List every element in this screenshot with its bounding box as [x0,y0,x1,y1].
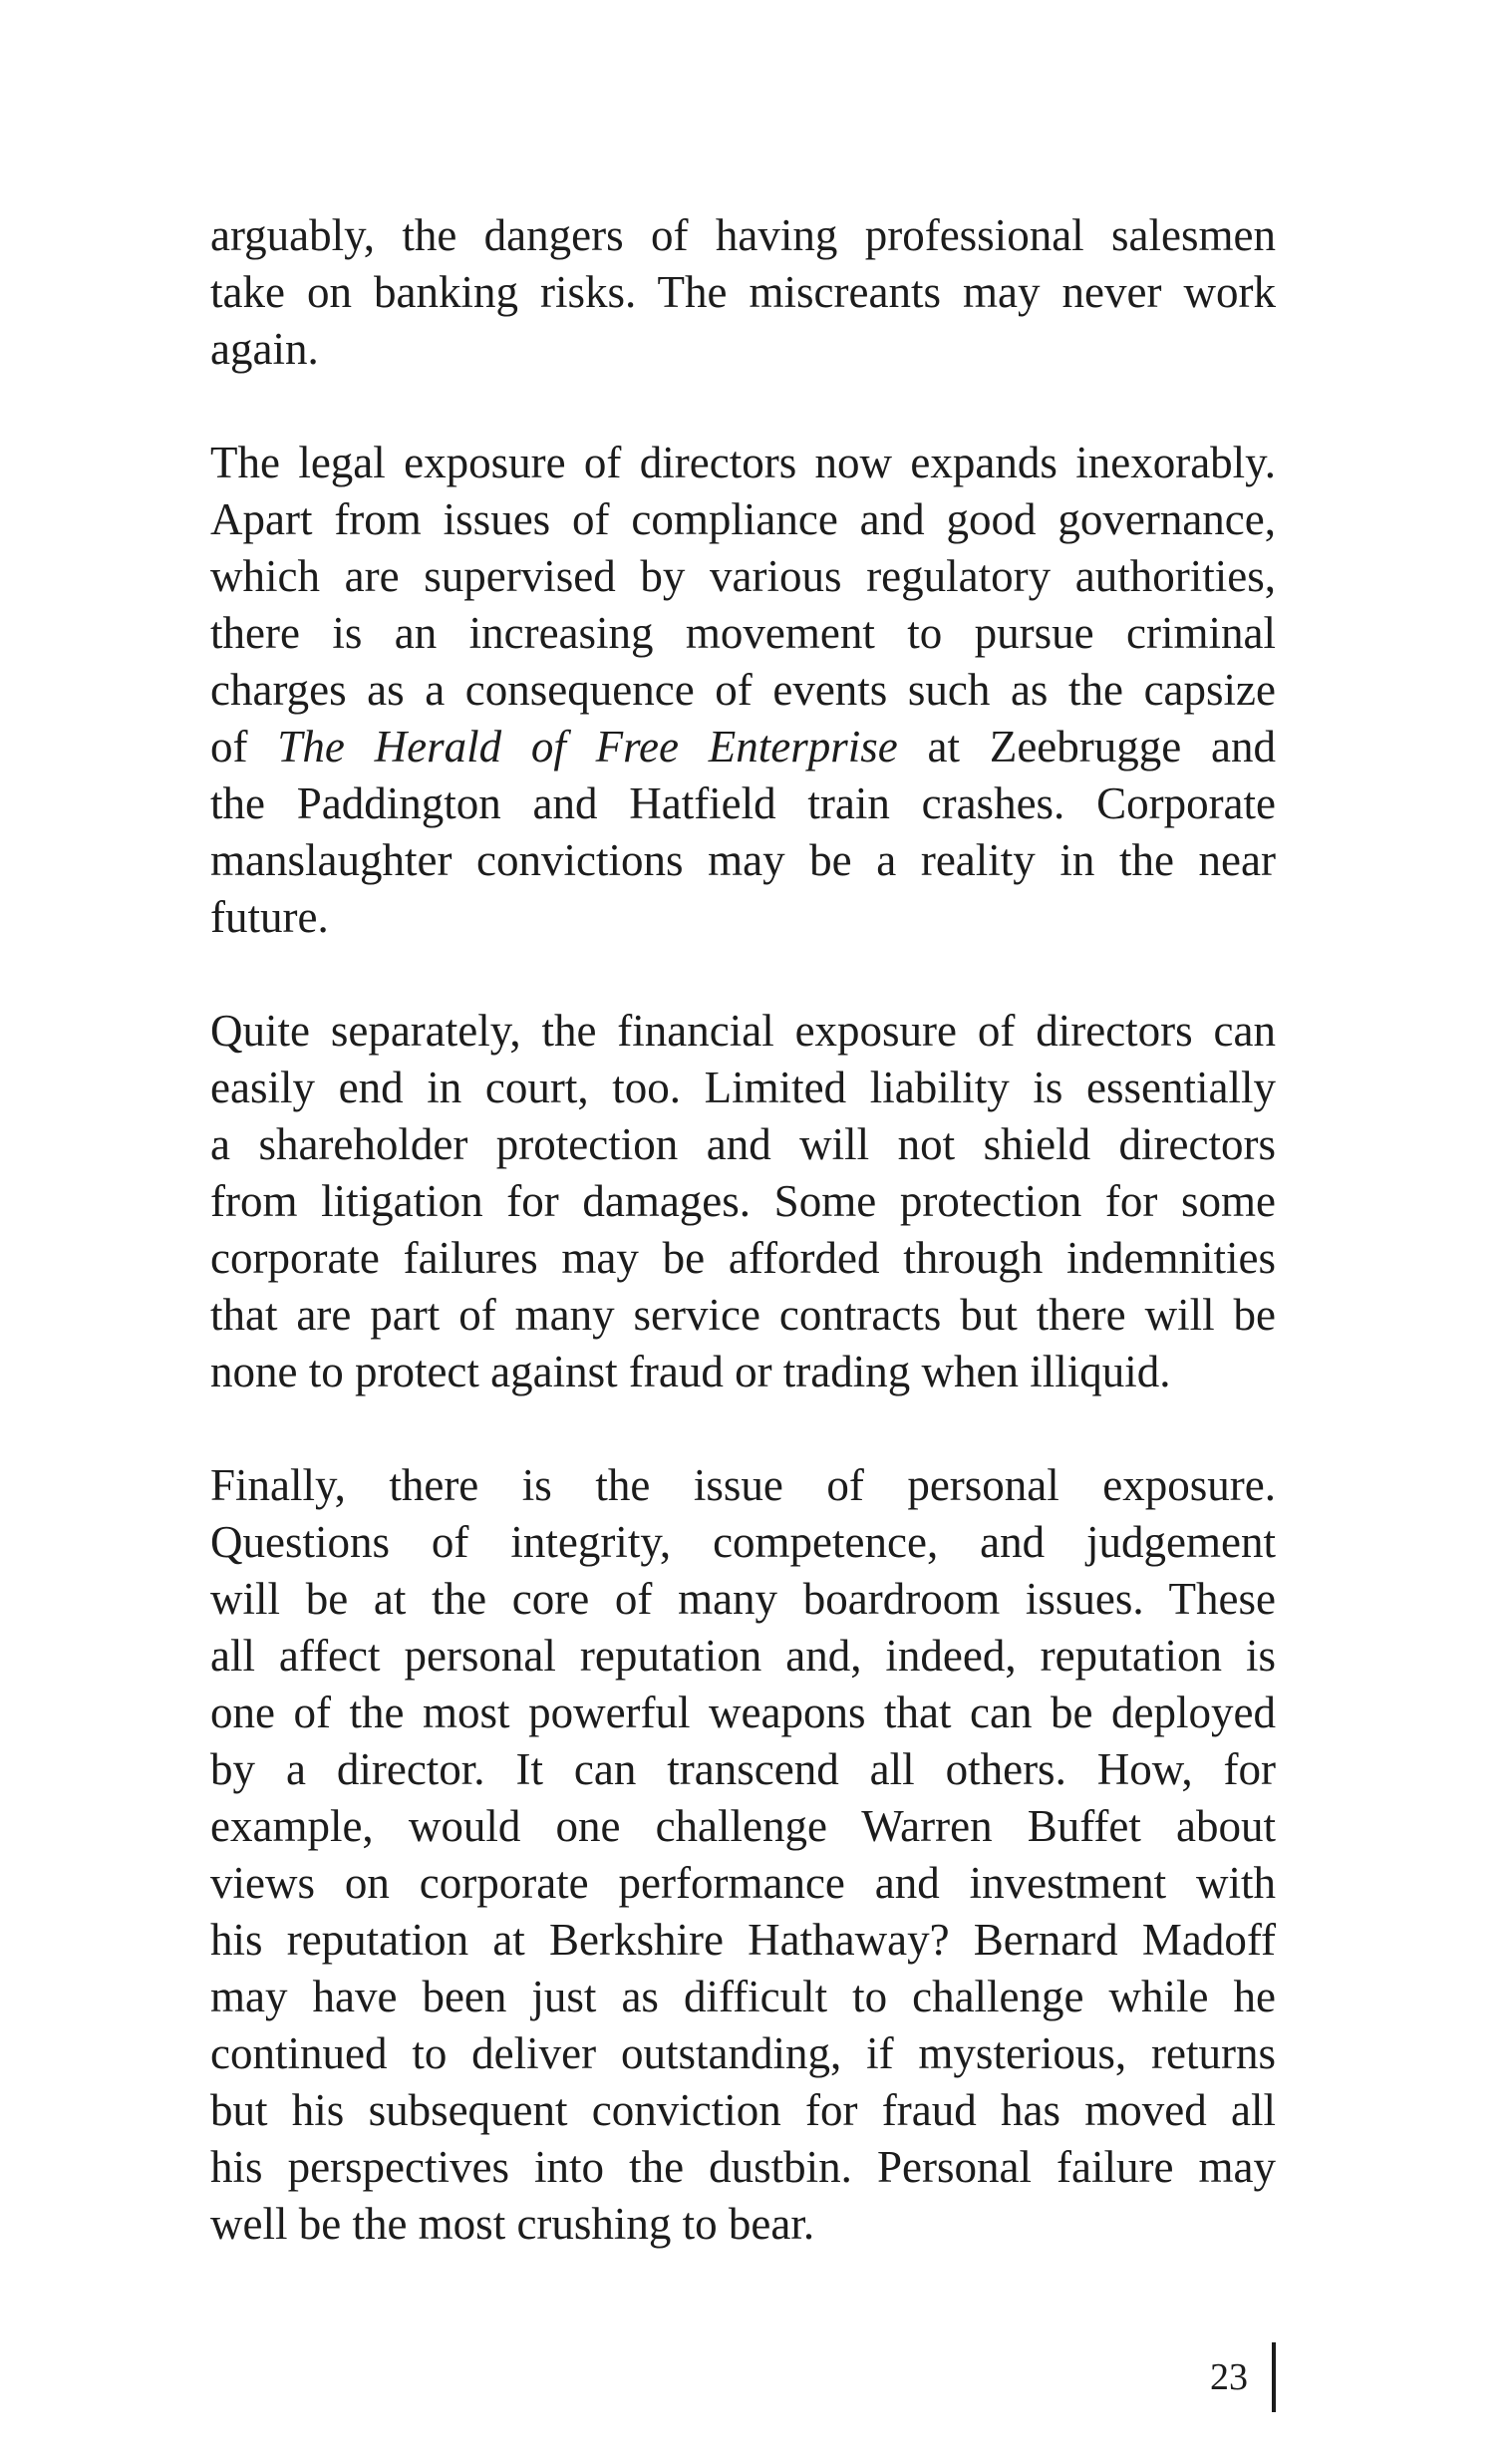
text-line: arguably, the dangers of having professional salesmen [210,210,1276,260]
paragraph-1 [210,207,1276,378]
paragraph-4 [210,1457,1276,2253]
text-line: manslaughter convictions may be a reality in the near [210,835,1276,885]
text-line: all affect personal reputation and, indeed, reputation is [210,1631,1276,1681]
text-line: continued to deliver outstanding, if mysterious, returns [210,2028,1276,2078]
text-line: Quite separately, the financial exposure of directors can [210,1006,1276,1056]
text-line: from litigation for damages. Some protection for some [210,1176,1276,1226]
text-line: his reputation at Berkshire Hathaway? Bernard Madoff [210,1915,1276,1965]
text-line: charges as a consequence of events such as the capsize [210,665,1276,715]
text-line: none to protect against fraud or trading when illiquid. [210,1347,1171,1396]
text-line: easily end in court, too. Limited liability is essentially [210,1063,1276,1112]
text-line: take on banking risks. The miscreants may never work [210,267,1276,317]
text-line: a shareholder protection and will not shield directors [210,1119,1276,1169]
text-line: future. [210,892,329,942]
text-line: one of the most powerful weapons that can be deployed [210,1688,1276,1737]
paragraph-3 [210,1003,1276,1400]
text-line: will be at the core of many boardroom issues. These [210,1574,1276,1624]
text-line: The legal exposure of directors now expands inexorably. [210,438,1276,487]
text-line: that are part of many service contracts but there will be [210,1290,1276,1340]
text-line: by a director. It can transcend all others. How, for [210,1744,1276,1794]
page-footer [1186,2342,1276,2412]
ship-name-italic: The Herald of Free Enterprise [277,722,898,771]
text-line: example, would one challenge Warren Buffet about [210,1801,1276,1851]
text-line: there is an increasing movement to pursue criminal [210,608,1276,658]
text-line: may have been just as difficult to challenge while he [210,1972,1276,2021]
text-line: corporate failures may be afforded through indemnities [210,1233,1276,1283]
text-line: views on corporate performance and investment with [210,1858,1276,1908]
text-line: again. [210,324,319,374]
page-number: 23 [1210,2356,1248,2398]
text-line: Questions of integrity, competence, and judgement [210,1517,1276,1567]
text-line: Apart from issues of compliance and good governance, [210,494,1276,544]
body-text [210,207,1276,2253]
paragraph-2 [210,435,1276,946]
text-line: well be the most crushing to bear. [210,2199,815,2249]
text-run: at Zeebrugge and [897,722,1276,771]
text-line: his perspectives into the dustbin. Personal failure may [210,2142,1276,2192]
text-line: Finally, there is the issue of personal exposure. [210,1460,1276,1510]
text-line: which are supervised by various regulatory authorities, [210,551,1276,601]
text-line-with-italic-title [210,719,1276,775]
text-run: of [210,722,278,771]
page-number-rule [1272,2342,1276,2412]
text-line: but his subsequent conviction for fraud has moved all [210,2085,1276,2135]
text-line: the Paddington and Hatfield train crashes. Corporate [210,778,1276,828]
